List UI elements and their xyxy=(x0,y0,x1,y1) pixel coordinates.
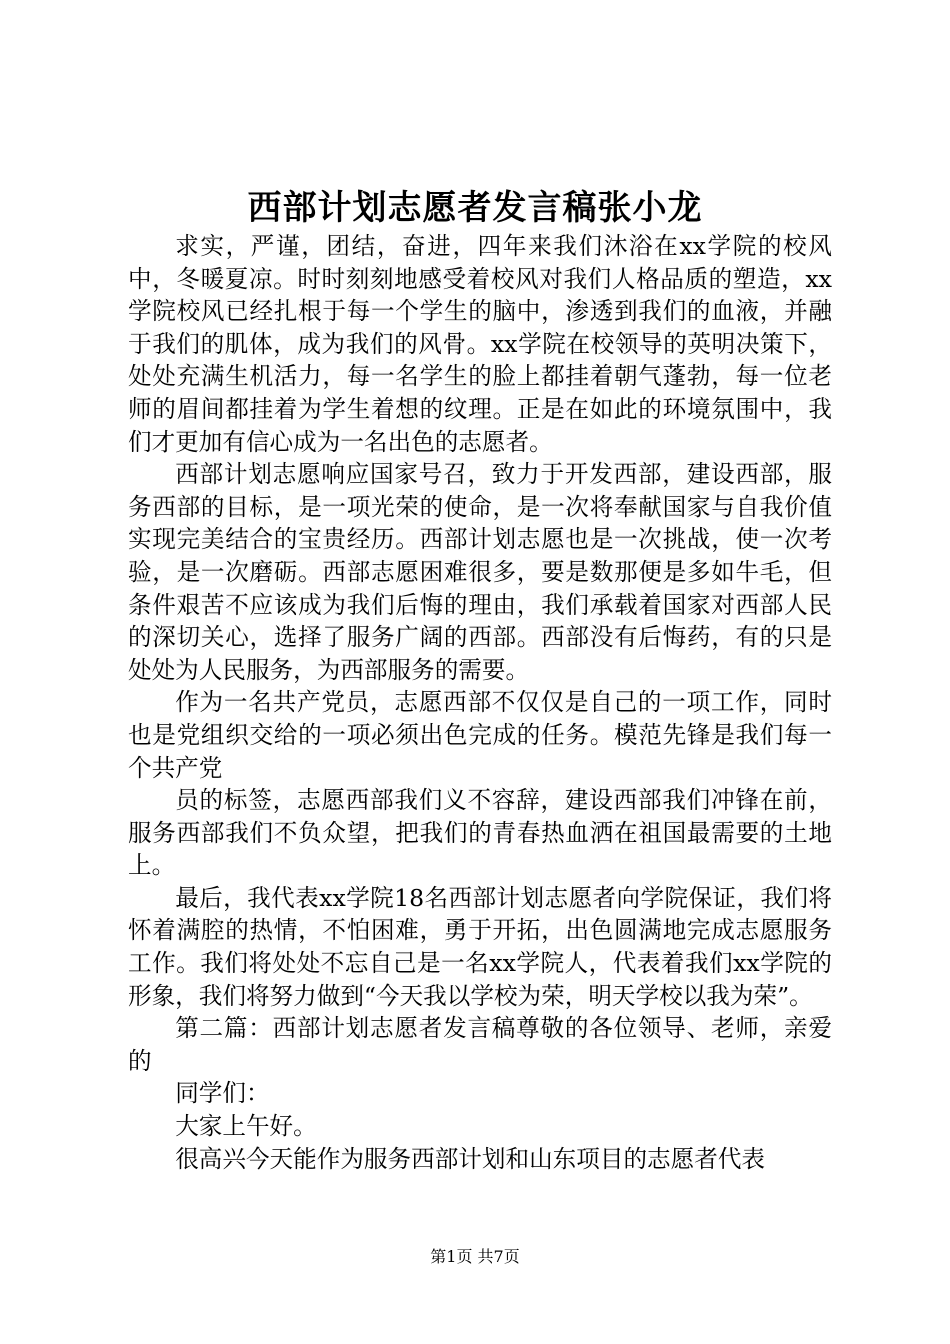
paragraph-6: 第二篇：西部计划志愿者发言稿尊敬的各位领导、老师，亲爱的 xyxy=(128,1014,832,1075)
paragraph-2: 西部计划志愿响应国家号召，致力于开发西部，建设西部，服务西部的目标，是一项光荣的使命，是一次将奉献国家与自我价值实现完美结合的宝贵经历。西部计划志愿也是一次挑战，使一次考验，是一次磨砺。西部志愿困难很多，要是数那便是多如牛毛，但条件艰苦不应该成为我们后悔的理由，我们承载着国家对西部人民的深切关心，选择了服务广阔的西部。西部没有后悔药，有的只是处处为人民服务，为西部服务的需要。 xyxy=(128,460,832,684)
paragraph-3: 作为一名共产党员，志愿西部不仅仅是自己的一项工作，同时也是党组织交给的一项必须出色完成的任务。模范先锋是我们每一个共产党 xyxy=(128,688,832,782)
paragraph-1: 求实，严谨，团结，奋进，四年来我们沐浴在xx学院的校风中，冬暖夏凉。时时刻刻地感受着校风对我们人格品质的塑造，xx学院校风已经扎根于每一个学生的脑中，渗透到我们的血液，并融于我们的肌体，成为我们的风骨。xx学院在校领导的英明决策下，处处充满生机活力，每一名学生的脸上都挂着朝气蓬勃，每一位老师的眉间都挂着为学生着想的纹理。正是在如此的环境氛围中，我们才更加有信心成为一名出色的志愿者。 xyxy=(128,232,832,456)
paragraph-7: 同学们： xyxy=(175,1079,270,1108)
document-body xyxy=(128,230,832,1175)
document-title: 西部计划志愿者发言稿张小龙 xyxy=(247,188,703,228)
page-number-footer: 第1页 共7页 xyxy=(430,1247,520,1266)
paragraph-4: 员的标签，志愿西部我们义不容辞，建设西部我们冲锋在前，服务西部我们不负众望，把我们的青春热血洒在祖国最需要的土地上。 xyxy=(128,786,832,880)
paragraph-8: 大家上午好。 xyxy=(175,1112,317,1141)
paragraph-5: 最后，我代表xx学院18名西部计划志愿者向学院保证，我们将怀着满腔的热情，不怕困难，勇于开拓，出色圆满地完成志愿服务工作。我们将处处不忘自己是一名xx学院人，代表着我们xx学院的形象，我们将努力做到“今天我以学校为荣，明天学校以我为荣”。 xyxy=(128,883,832,1010)
paragraph-9: 很高兴今天能作为服务西部计划和山东项目的志愿者代表 xyxy=(175,1144,766,1173)
